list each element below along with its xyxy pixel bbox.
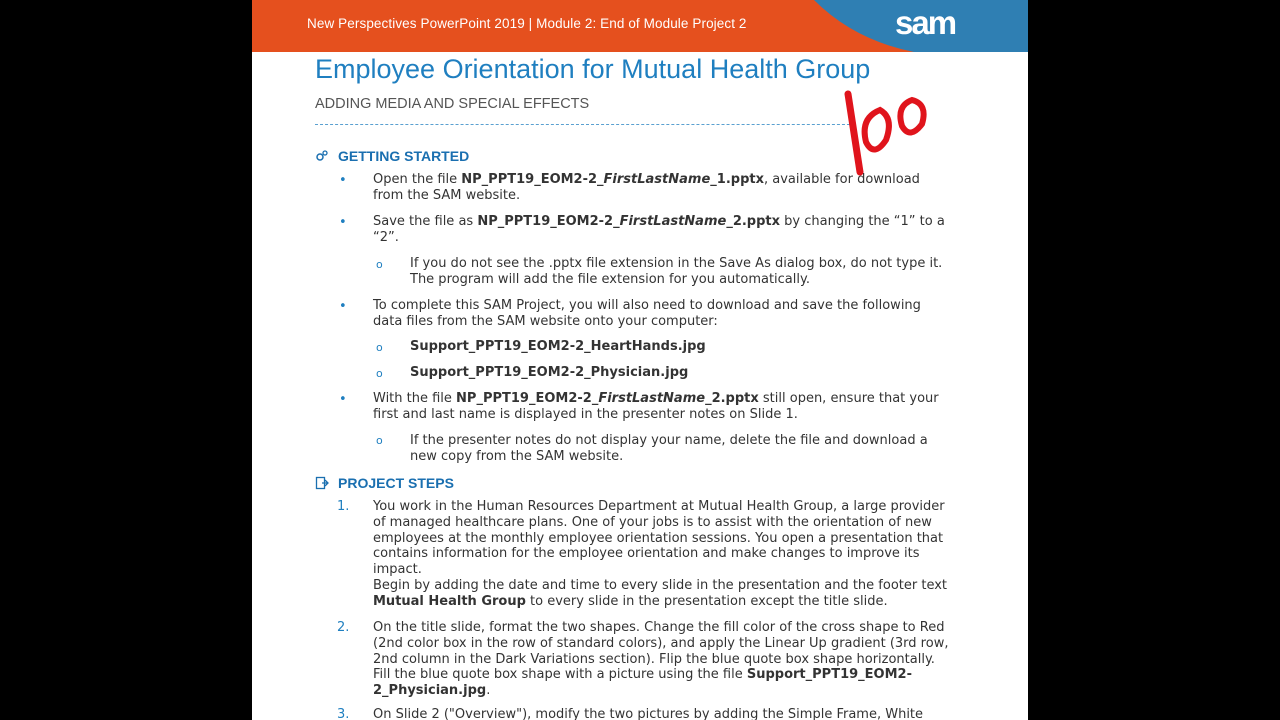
steps-icon <box>315 476 329 490</box>
handwritten-score-100 <box>840 88 936 178</box>
divider <box>315 124 855 125</box>
step-1-text: You work in the Human Resources Department at Mutual Health Group, a large provider of managed healthcare plans. One of your jobs is to assist with the orientation of new employees at the monthly employee orientation sessions. You open a presentation that contains information for the employee orientation and make changes to improve its impact. Begin by adding the date and time to every slide in the presentation and the footer text Mutual Health Group to every slide in the presentation except the title slide. <box>373 499 947 609</box>
getting-started-heading <box>315 148 469 164</box>
sub-bullet-icon: o <box>376 341 383 354</box>
sub-bullet-extension-note: If you do not see the .pptx file extension in the Save As dialog box, do not type it. The program will add the file extension for you automatically. <box>410 256 943 287</box>
sub-bullet-icon: o <box>376 258 383 271</box>
bullet-icon: • <box>339 215 347 230</box>
step-number: 1. <box>337 499 350 514</box>
bullet-open-file: Open the file NP_PPT19_EOM2-2_FirstLastName_1.pptx, available for download from the SAM website. <box>373 172 920 203</box>
sub-bullet-icon: o <box>376 434 383 447</box>
heading-label: PROJECT STEPS <box>338 475 454 491</box>
step-3-text: On Slide 2 ("Overview"), modify the two pictures by adding the Simple Frame, White <box>373 707 924 720</box>
bullet-save-file: Save the file as NP_PPT19_EOM2-2_FirstLastName_2.pptx by changing the “1” to a “2”. <box>373 214 945 245</box>
step-number: 3. <box>337 707 350 720</box>
banner-title: New Perspectives PowerPoint 2019 | Module 2: End of Module Project 2 <box>307 16 747 31</box>
step-number: 2. <box>337 620 350 635</box>
project-steps-heading <box>315 475 454 491</box>
heading-label: GETTING STARTED <box>338 148 470 164</box>
sam-logo: sam <box>895 4 956 41</box>
sub-bullet-icon: o <box>376 367 383 380</box>
sub-bullet-redownload: If the presenter notes do not display your name, delete the file and download a new copy from the SAM website. <box>410 433 928 464</box>
header-banner <box>252 0 1028 52</box>
bullet-check-name: With the file NP_PPT19_EOM2-2_FirstLastName_2.pptx still open, ensure that your first and last name is displayed in the presenter notes on Slide 1. <box>373 391 939 422</box>
bullet-icon: • <box>339 299 347 314</box>
document-page <box>252 0 1028 720</box>
step-2-text: On the title slide, format the two shapes. Change the fill color of the cross shape to Red (2nd color box in the row of standard colors), and apply the Linear Up gradient (3rd row, 2nd column in the Dark Variations section). Flip the blue quote box shape horizontally. Fill the blue quote box shape with a picture using the file Support_PPT19_EOM2- 2_Physician.jpg. <box>373 620 949 699</box>
bullet-icon: • <box>339 173 347 188</box>
bullet-data-files: To complete this SAM Project, you will also need to download and save the following data files from the SAM website onto your computer: <box>373 298 921 329</box>
document-subtitle: ADDING MEDIA AND SPECIAL EFFECTS <box>315 96 590 112</box>
data-file-physician: Support_PPT19_EOM2-2_Physician.jpg <box>410 365 689 380</box>
gears-icon <box>315 149 329 163</box>
bullet-icon: • <box>339 392 347 407</box>
document-title: Employee Orientation for Mutual Health Group <box>315 54 871 84</box>
data-file-hearthands: Support_PPT19_EOM2-2_HeartHands.jpg <box>410 339 706 354</box>
